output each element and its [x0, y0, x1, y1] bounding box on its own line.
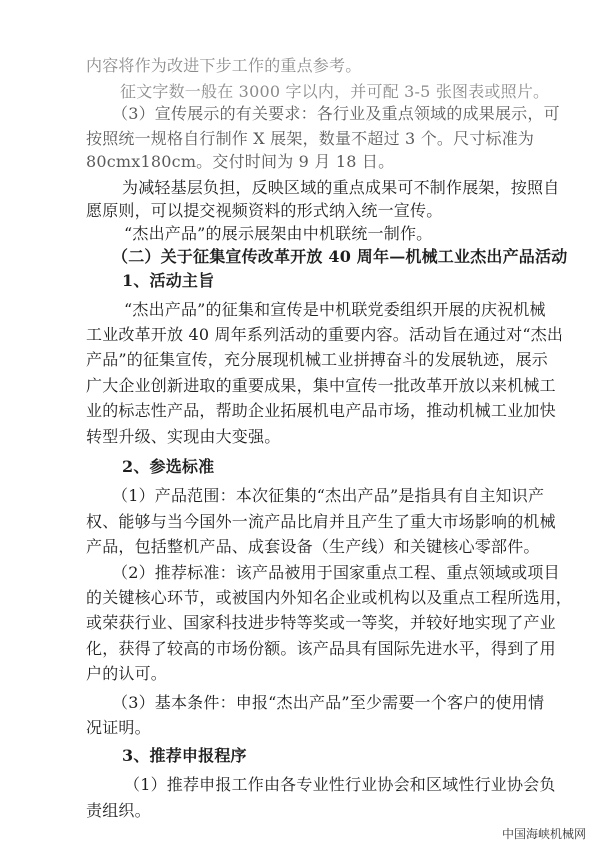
text-line: 或荣获行业、国家科技进步特等奖或一等奖，并较好地实现了产业 [86, 613, 556, 632]
text-line: 况证明。 [86, 718, 151, 737]
text-line: 愿原则，可以提交视频资料的形式纳入统一宣传。 [86, 201, 443, 220]
text-line: 权、能够与当今国外一流产品比肩并且产生了重大市场影响的机械 [86, 512, 556, 531]
text-line: （1）推荐申报工作由各专业性行业协会和区域性行业协会负 [124, 775, 556, 794]
text-line: 责组织。 [86, 801, 151, 820]
text-line: “杰出产品”的征集和宣传是中机联党委组织开展的庆祝机械 [124, 300, 546, 319]
text-line: 产品，包括整机产品、成套设备（生产线）和关键核心零部件。 [86, 537, 540, 556]
text-line: 80cmx180cm。交付时间为 9 月 18 日。 [86, 152, 395, 171]
site-watermark: 中国海峡机械网 [501, 827, 586, 841]
text-line: 产品”的征集宣传，充分展现机械工业拼搏奋斗的发展轨迹，展示 [86, 350, 548, 369]
subsection-heading: 2、参选标准 [122, 457, 215, 476]
text-line: 转型升级、实现由大变强。 [86, 427, 281, 446]
text-line: （3）基本条件：申报“杰出产品”至少需要一个客户的使用情 [112, 693, 545, 712]
text-line: 为减轻基层负担，反映区域的重点成果可不制作展架，按照自 [122, 178, 560, 197]
text-line: 户的认可。 [86, 664, 168, 683]
text-line: 化，获得了较高的市场份额。该产品具有国际先进水平，得到了用 [86, 639, 556, 658]
text-line: 征文字数一般在 3000 字以内，并可配 3-5 张图表或照片。 [120, 82, 550, 101]
text-line: 广大企业创新进取的重要成果，集中宣传一批改革开放以来机械工 [86, 376, 556, 395]
text-line: 内容将作为改进下步工作的重点参考。 [86, 56, 362, 75]
text-line: 业的标志性产品，帮助企业拓展机电产品市场，推动机械工业加快 [86, 401, 556, 420]
text-line: 按照统一规格自行制作 X 展架，数量不超过 3 个。尺寸标准为 [86, 129, 535, 148]
text-line: “杰出产品”的展示展架由中机联统一制作。 [124, 224, 433, 243]
section-heading: （二）关于征集宣传改革开放 40 周年—机械工业杰出产品活动 [112, 247, 568, 266]
subsection-heading: 1、活动主旨 [122, 271, 215, 290]
text-line: （1）产品范围：本次征集的“杰出产品”是指具有自主知识产 [112, 486, 545, 505]
text-line: （2）推荐标准：该产品被用于国家重点工程、重点领域或项目 [112, 563, 560, 582]
text-line: （3）宣传展示的有关要求：各行业及重点领域的成果展示，可 [112, 104, 560, 123]
subsection-heading: 3、推荐申报程序 [122, 746, 247, 765]
text-line: 工业改革开放 40 周年系列活动的重要内容。活动旨在通过对“杰出 [86, 325, 564, 344]
text-line: 的关键核心环节，或被国内外知名企业或机构以及重点工程所选用， [86, 588, 573, 607]
